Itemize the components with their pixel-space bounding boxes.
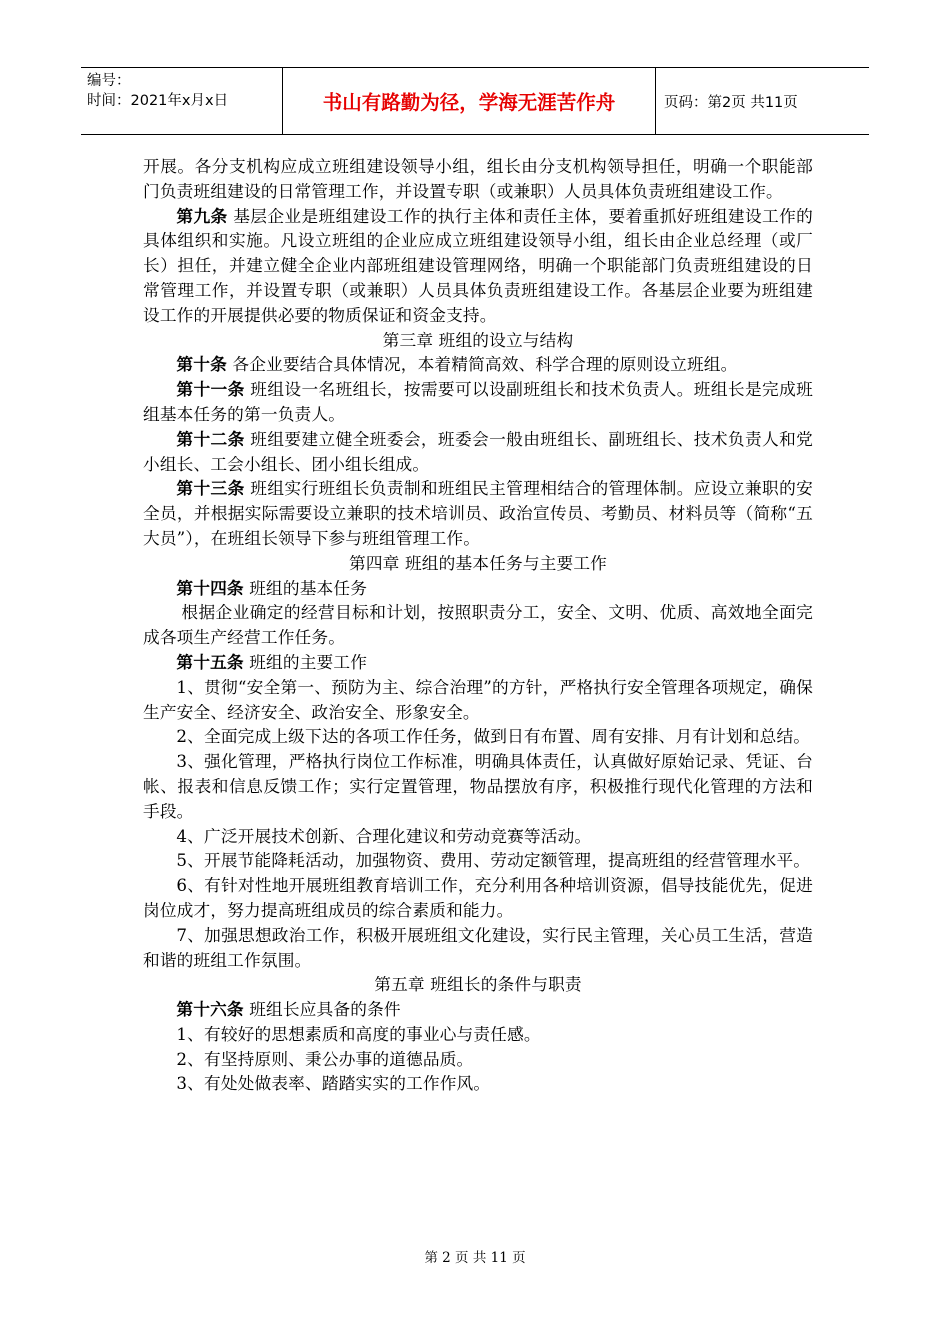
article-text: 班组的主要工作: [243, 651, 368, 672]
paragraph: 开展。各分支机构应成立班组建设领导小组，组长由分支机构领导担任，明确一个职能部门负责班组建设的日常管理工作，并设置专职（或兼职）人员具体负责班组建设工作。: [143, 156, 813, 201]
document-number-label: 编号：: [87, 73, 131, 89]
list-item: 4、广泛开展技术创新、合理化建议和劳动竞赛等活动。: [176, 825, 592, 846]
header-left-cell: [81, 68, 282, 134]
chapter-4-heading: 第四章 班组的基本任务与主要工作: [348, 552, 607, 573]
chapter-5-heading: 第五章 班组长的条件与职责: [374, 974, 582, 995]
article-title: 第十一条: [176, 379, 245, 400]
document-time-label: 时间：2021年x月x日: [87, 93, 229, 109]
article-14-body: 根据企业确定的经营目标和计划，按照职责分工，安全、文明、优质、高效地全面完成各项生产经营工作任务。: [143, 602, 813, 648]
list-item: 1、有较好的思想素质和高度的事业心与责任感。: [176, 1023, 541, 1044]
article-16: [143, 997, 813, 1022]
article-title: 第十四条: [176, 577, 244, 598]
list-item: 2、全面完成上级下达的各项工作任务，做到日有布置、周有安排、月有计划和总结。: [176, 726, 811, 747]
article-9: [143, 204, 813, 328]
header-motto: 书山有路勤为径，学海无涯苦作舟: [282, 68, 656, 134]
list-item: 7、加强思想政治工作，积极开展班组文化建设，实行民主管理，关心员工生活，营造和谐的班组工作氛围。: [143, 924, 813, 970]
article-title: 第十三条: [176, 478, 245, 499]
article-text: 班组的基本任务: [243, 577, 368, 598]
page-header: [81, 67, 869, 135]
document-body: [143, 154, 813, 1096]
list-item: 3、强化管理，严格执行岗位工作标准，明确具体责任，认真做好原始记录、凭证、台帐、报表和信息反馈工作；实行定置管理，物品摆放有序，积极推行现代化管理的方法和手段。: [143, 751, 813, 821]
article-text: 班组长应具备的条件: [243, 999, 401, 1020]
list-item: 6、有针对性地开展班组教育培训工作，充分利用各种培训资源，倡导技能优先，促进岗位成才，努力提高班组成员的综合素质和能力。: [143, 875, 813, 920]
list-item: 2、有坚持原则、秉公办事的道德品质。: [176, 1048, 474, 1069]
article-title: 第十二条: [176, 428, 245, 449]
article-14: [143, 576, 813, 601]
chapter-3-heading: 第三章 班组的设立与结构: [382, 329, 574, 350]
page-footer: 第 2 页 共 11 页: [424, 1250, 526, 1266]
list-item: 5、开展节能降耗活动，加强物资、费用、劳动定额管理，提高班组的经营管理水平。: [176, 850, 811, 871]
article-text: 班组要建立健全班委会，班委会一般由班组长、副班组长、技术负责人和党小组长、工会小组长、团小组长组成。: [143, 428, 813, 474]
article-text: 班组实行班组长负责制和班组民主管理相结合的管理体制。应设立兼职的安全员，并根据实际需要设立兼职的技术培训员、政治宣传员、考勤员、材料员等（简称“五大员”），在班组长领导下参与班组管理工作。: [143, 478, 813, 548]
article-title: 第十五条: [176, 651, 244, 672]
article-text: 基层企业是班组建设工作的执行主体和责任主体，要着重抓好班组建设工作的具体组织和实施。凡设立班组的企业应成立班组建设领导小组，组长由企业总经理（或厂长）担任，并建立健全企业内部班组建设管理网络，明确一个职能部门负责班组建设的日常管理工作，并设置专职（或兼职）人员具体负责班组建设工作。各基层企业要为班组建设工作的开展提供必要的物质保证和资金支持。: [143, 205, 813, 325]
article-12: [143, 427, 813, 477]
article-13: [143, 476, 813, 550]
article-title: 第十条: [176, 354, 227, 375]
article-15: [143, 650, 813, 675]
header-page-label: 页码：第2页 共11页: [664, 94, 798, 111]
list-item: 1、贯彻“安全第一、预防为主、综合治理”的方针，严格执行安全管理各项规定，确保生产安全、经济安全、政治安全、形象安全。: [143, 676, 813, 722]
article-10: [143, 352, 813, 377]
article-11: [143, 377, 813, 427]
article-title: 第十六条: [176, 999, 244, 1020]
article-text: 各企业要结合具体情况，本着精简高效、科学合理的原则设立班组。: [226, 354, 738, 375]
article-title: 第九条: [176, 205, 228, 226]
article-text: 班组设一名班组长，按需要可以设副班组长和技术负责人。班组长是完成班组基本任务的第一负责人。: [143, 379, 813, 424]
list-item: 3、有处处做表率、踏踏实实的工作作风。: [176, 1073, 491, 1094]
